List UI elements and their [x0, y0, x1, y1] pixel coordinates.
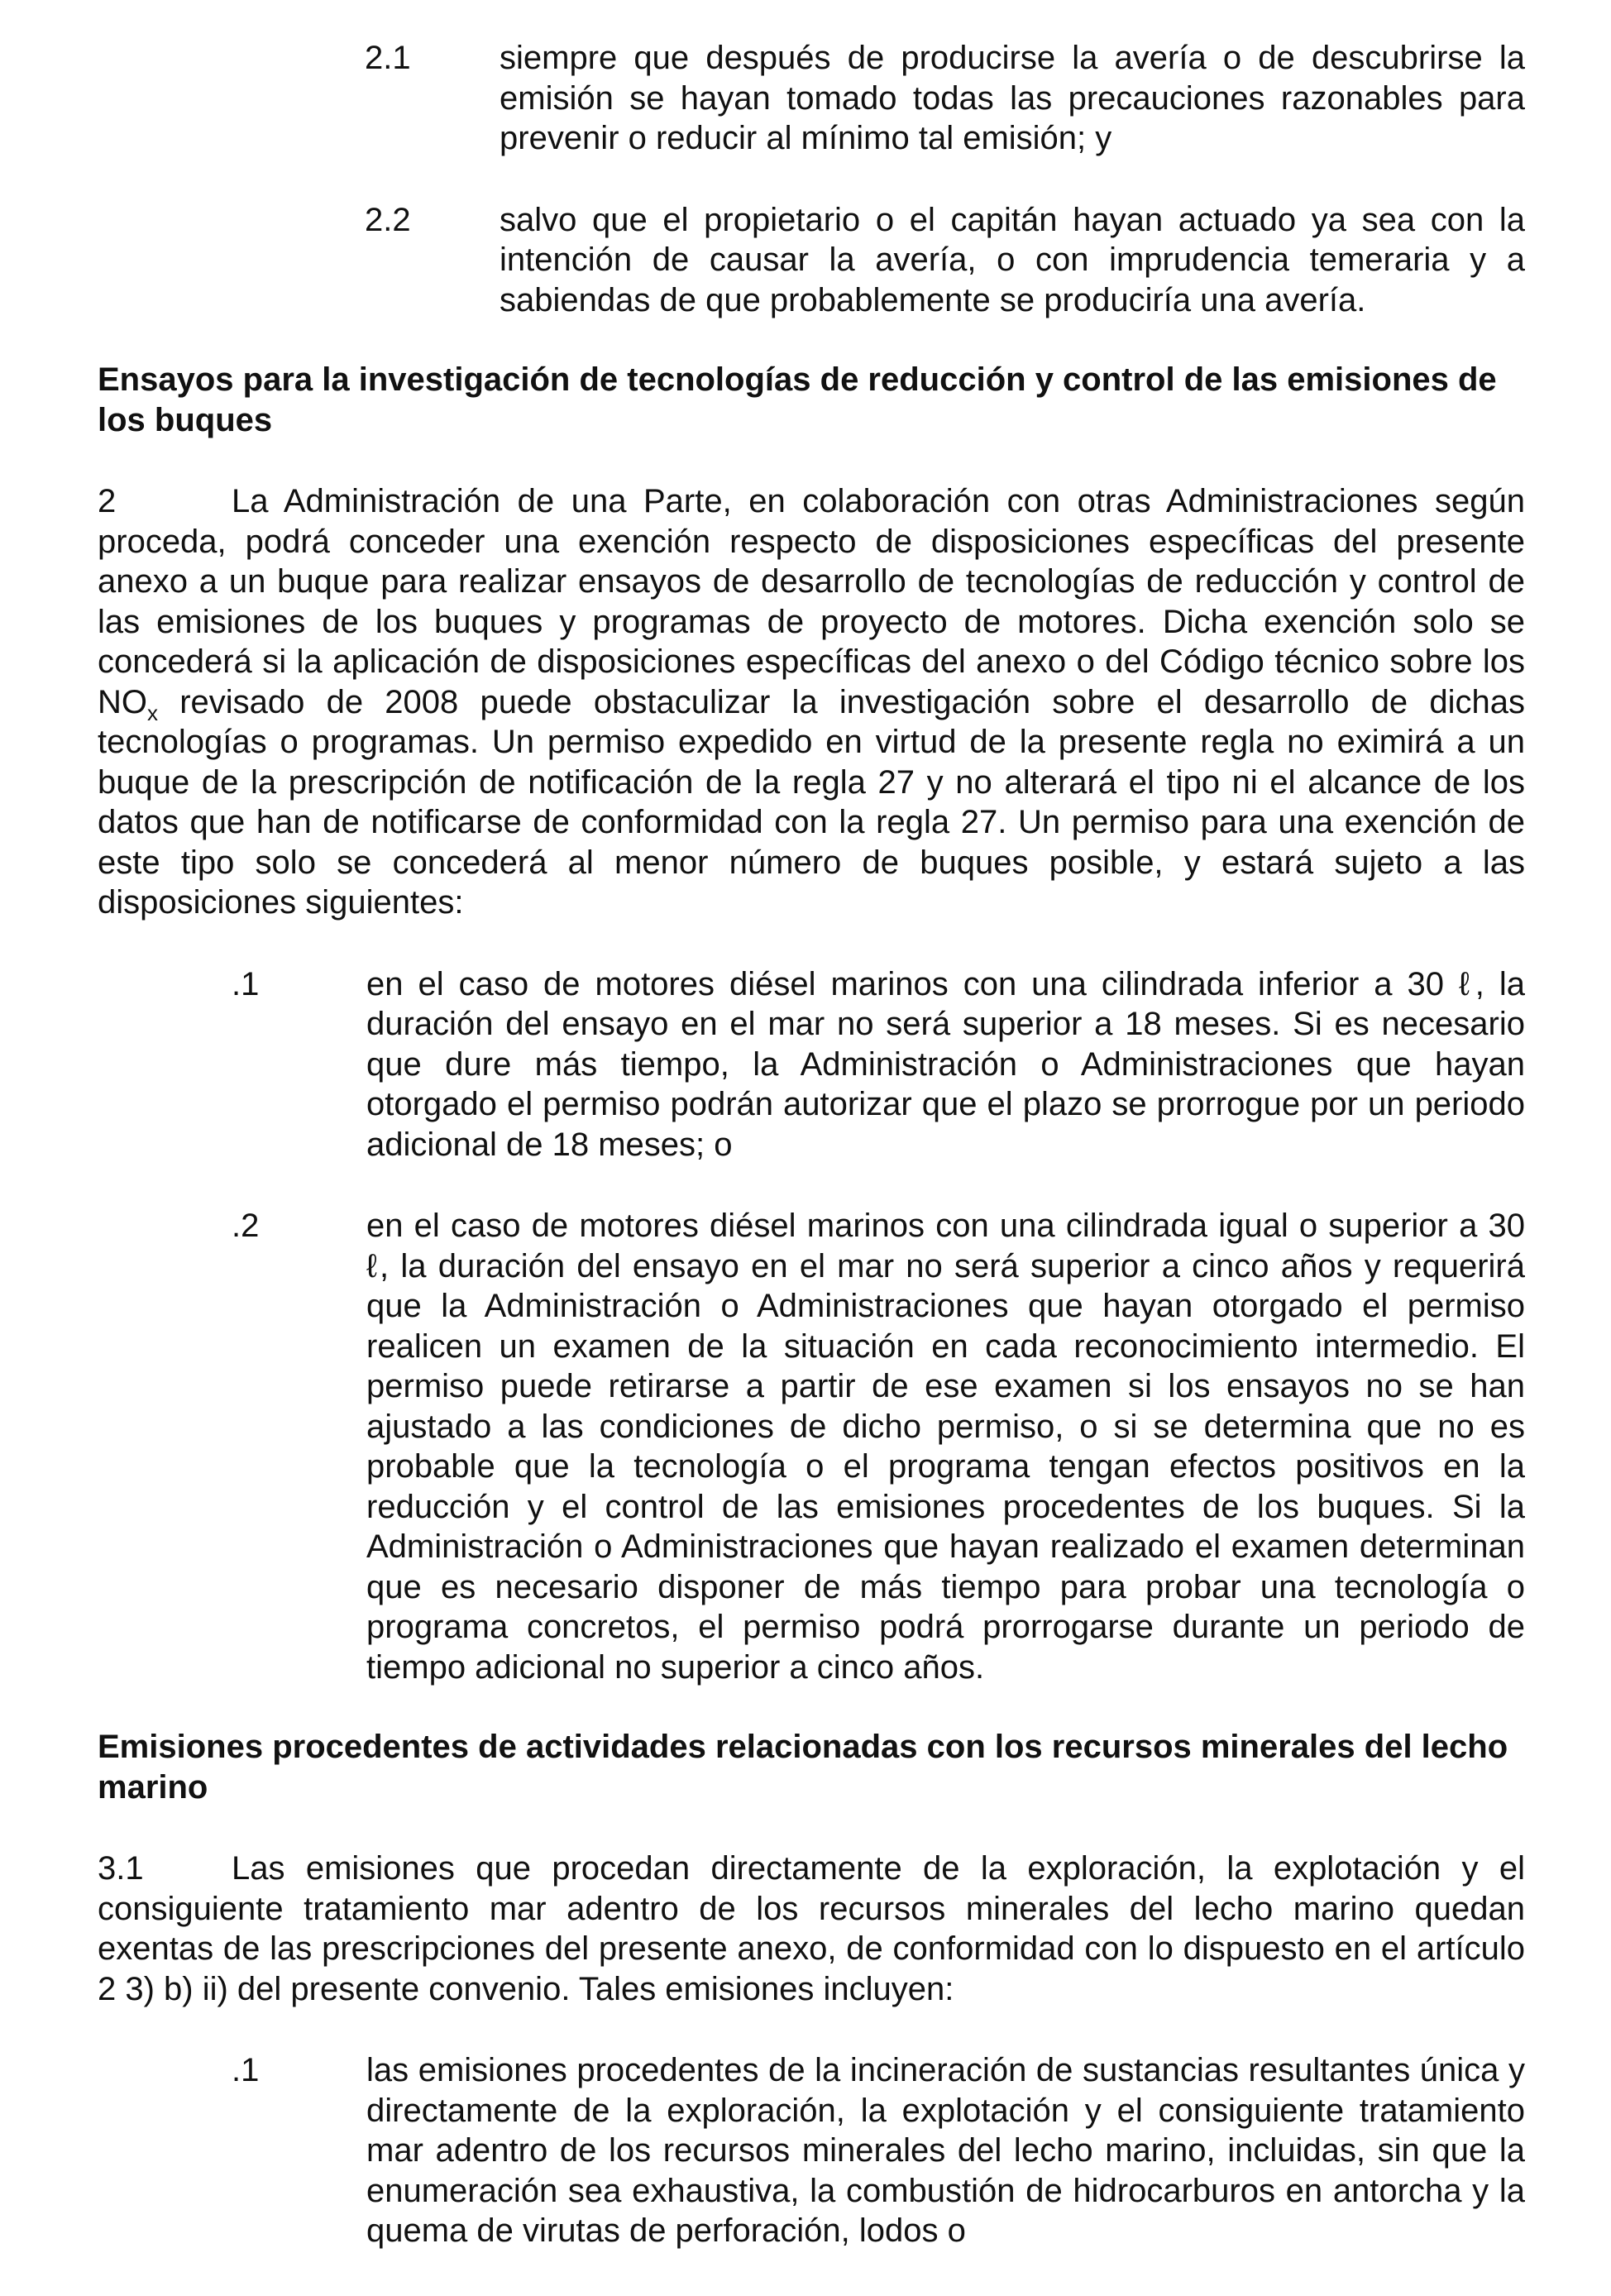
- list-item-trials-2: [232, 1206, 1525, 1687]
- item-text: en el caso de motores diésel marinos con una cilindrada inferior a 30 ℓ, la duración del ensayo en el mar no será superior a 18 meses. Si es necesario que dure más tiempo, la Administración o Administraciones que hayan otorgado el permiso podrán autorizar que el plazo se prorrogue por un periodo adicional de 18 meses; o: [366, 965, 1525, 1163]
- list-item-seabed-1: [232, 2050, 1525, 2251]
- item-number: .2: [232, 1208, 260, 1244]
- paragraph-text-part-b: revisado de 2008 puede obstaculizar la investigación sobre el desarrollo de dichas tecnologías o programas. Un permiso expedido en virtud de la presente regla no eximirá a un buque de la prescripción de notificación de la regla 27 y no alterará el tipo ni el alcance de los datos que han de notificarse de conformidad con la regla 27. Un permiso para una exención de este tipo solo se concederá al menor número de buques posible, y estará sujeto a las disposiciones siguientes:: [98, 683, 1525, 921]
- paragraph-number: 2: [98, 483, 117, 519]
- item-text: salvo que el propietario o el capitán hayan actuado ya sea con la intención de causar la avería, o con imprudencia temeraria y a sabiendas de que probablemente se produciría una avería.: [500, 201, 1525, 318]
- item-number: 2.2: [365, 201, 411, 238]
- item-text: siempre que después de producirse la avería o de descubrirse la emisión se hayan tomado todas las precauciones razonables para prevenir o reducir al mínimo tal emisión; y: [500, 40, 1525, 156]
- item-number: .1: [232, 2052, 260, 2088]
- list-item-trials-1: [232, 964, 1525, 1165]
- item-text: en el caso de motores diésel marinos con una cilindrada igual o superior a 30 ℓ, la duración del ensayo en el mar no será superior a cinco años y requerirá que la Administración o Administraciones que hayan otorgado el permiso realicen un examen de la situación en cada reconocimiento intermedio. El permiso puede retirarse a partir de ese examen si los ensayos no se han ajustado a las condiciones de dicho permiso, o si se determina que no es probable que la tecnología o el programa tengan efectos positivos en la reducción y el control de las emisiones procedentes de los buques. Si la Administración o Administraciones que hayan realizado el examen determinan que es necesario disponer de más tiempo para probar una tecnología o programa concretos, el permiso podrá prorrogarse durante un periodo de tiempo adicional no superior a cinco años.: [366, 1208, 1525, 1686]
- list-item-2-1: [365, 38, 1525, 159]
- list-item-2-2: [365, 200, 1525, 321]
- paragraph-3-1: [98, 1849, 1525, 2009]
- nox-subscript: x: [147, 700, 158, 725]
- section-heading-seabed: Emisiones procedentes de actividades relacionadas con los recursos minerales del lecho marino: [98, 1729, 1508, 1806]
- item-text: las emisiones procedentes de la incineración de sustancias resultantes única y directamente de la exploración, la explotación y el consiguiente tratamiento mar adentro de los recursos minerales del lecho marino, incluidas, sin que la enumeración sea exhaustiva, la combustión de hidrocarburos en antorcha y la quema de virutas de perforación, lodos o: [366, 2052, 1525, 2249]
- section-heading-trials: Ensayos para la investigación de tecnologías de reducción y control de las emisiones de los buques: [98, 361, 1497, 438]
- paragraph-text: Las emisiones que procedan directamente de la exploración, la explotación y el consiguiente tratamiento mar adentro de los recursos minerales del lecho marino quedan exentas de las prescripciones del presente anexo, de conformidad con lo dispuesto en el artículo 2 3) b) ii) del presente convenio. Tales emisiones incluyen:: [98, 1850, 1525, 2007]
- document-page: [98, 38, 1525, 2251]
- item-number: .1: [232, 965, 260, 1002]
- paragraph-number: 3.1: [98, 1850, 144, 1887]
- item-number: 2.1: [365, 40, 411, 76]
- paragraph-2: [98, 481, 1525, 923]
- paragraph-text-part-a: La Administración de una Parte, en colaboración con otras Administraciones según proceda, podrá conceder una exención respecto de disposiciones específicas del presente anexo a un buque para realizar ensayos de desarrollo de tecnologías de reducción y control de las emisiones de los buques y programas de proyecto de motores. Dicha exención solo se concederá si la aplicación de disposiciones específicas del anexo o del Código técnico sobre los NO: [98, 483, 1525, 720]
